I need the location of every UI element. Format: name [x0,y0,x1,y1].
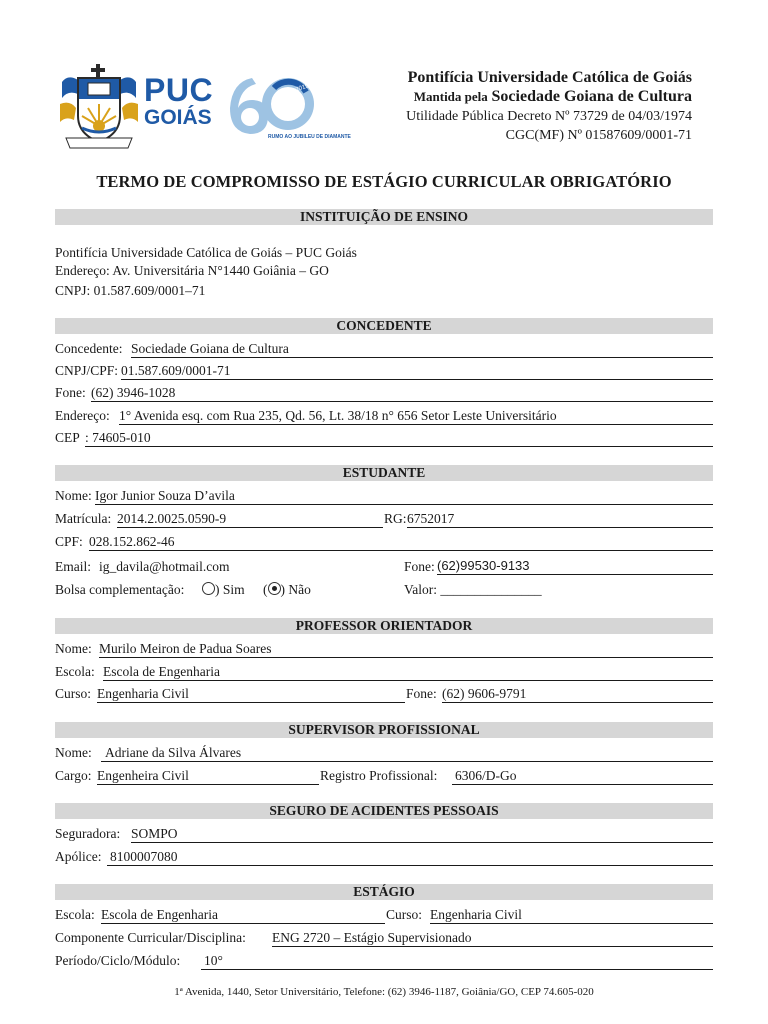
estagio-escola-field[interactable]: Escola de Engenharia [101,907,385,924]
concedente-fone-field[interactable]: (62) 3946-1028 [91,385,713,402]
concedente-label: Concedente: [55,341,123,356]
estudante-rg-label: RG: [384,511,407,526]
document-title: TERMO DE COMPROMISSO DE ESTÁGIO CURRICULAR OBRIGATÓRIO [96,172,672,191]
supervisor-registro-label: Registro Profissional: [320,768,438,783]
instituicao-cnpj: CNPJ: 01.587.609/0001–71 [55,283,206,298]
estudante-nome-label: Nome: [55,488,92,503]
concedente-cep-label: CEP [55,430,80,445]
professor-escola-row [55,663,713,681]
estagio-curso-field[interactable]: Engenharia Civil [430,907,713,924]
header-maintainer-prefix: Mantida pela [413,89,488,104]
estudante-nome-field[interactable]: Igor Junior Souza D’avila [95,488,713,505]
estudante-email-label: Email: [55,559,91,574]
estudante-cpf-label: CPF: [55,534,83,549]
bolsa-sim-radio[interactable] [202,582,215,595]
bolsa-nao-radio[interactable] [268,582,281,595]
professor-escola-field[interactable]: Escola de Engenharia [103,664,713,681]
bolsa-nao-open-paren: ( [263,582,268,597]
professor-fone-field[interactable]: (62) 9606-9791 [442,686,713,703]
professor-nome-label: Nome: [55,641,92,656]
concedente-cep-field[interactable]: : 74605-010 [85,430,713,447]
estagio-periodo-field[interactable]: 10° [201,953,713,970]
concedente-fone-row [55,384,713,402]
concedente-endereco-field[interactable]: 1° Avenida esq. com Rua 235, Qd. 56, Lt. 38/18 n° 656 Setor Leste Universitário [119,408,713,425]
bolsa-sim-label: ) Sim [215,582,245,597]
estudante-matricula-label: Matrícula: [55,511,112,526]
estudante-fone-label: Fone: [404,559,435,574]
estagio-componente-field[interactable]: ENG 2720 – Estágio Supervisionado [272,930,713,947]
section-professor-heading: PROFESSOR ORIENTADOR [55,618,713,634]
jubileu-text: RUMO AO JUBILEU DE DIAMANTE [268,134,351,140]
bolsa-nao-option[interactable] [263,582,311,598]
estagio-escola-row [55,906,713,924]
concedente-cnpj-row [55,362,713,380]
professor-nome-row [55,640,713,658]
supervisor-nome-field[interactable]: Adriane da Silva Álvares [101,745,713,762]
professor-curso-label: Curso: [55,686,92,701]
concedente-field[interactable]: Sociedade Goiana de Cultura [131,341,713,358]
brand-goias: GOIÁS [144,106,212,129]
estagio-componente-row [55,929,713,947]
section-estagio-heading: ESTÁGIO [55,884,713,900]
supervisor-nome-label: Nome: [55,745,92,760]
bolsa-sim-option[interactable] [202,582,245,598]
estagio-periodo-row [55,952,713,970]
professor-curso-row [55,685,713,703]
concedente-endereco-row [55,407,713,425]
seguro-apolice-row [55,848,713,866]
concedente-endereco-label: Endereço: [55,408,110,423]
estagio-periodo-label: Período/Ciclo/Módulo: [55,953,181,968]
header-cgc: CGC(MF) Nº 01587609/0001-71 [505,128,692,143]
section-seguro-heading: SEGURO DE ACIDENTES PESSOAIS [55,803,713,819]
bolsa-nao-label: ) Não [280,582,311,597]
supervisor-cargo-field[interactable]: Engenheira Civil [97,768,319,785]
puc-crest-logo [58,64,140,150]
apolice-field[interactable]: 8100007080 [107,849,713,866]
supervisor-cargo-row [55,767,713,785]
professor-curso-field[interactable]: Engenharia Civil [97,686,405,703]
estudante-email-value[interactable]: ig_davila@hotmail.com [99,559,230,574]
estagio-curso-label: Curso: [386,907,423,922]
instituicao-address: Endereço: Av. Universitária N°1440 Goiânia – GO [55,263,329,278]
estudante-fone-field[interactable]: (62)99530-9133 [437,558,713,575]
institution-header [406,68,692,145]
estudante-nome-row [55,487,713,505]
concedente-row [55,340,713,358]
estudante-valor-label[interactable]: Valor: _______________ [404,582,542,597]
page-footer: 1ª Avenida, 1440, Setor Universitário, Telefone: (62) 3946-1187, Goiânia/GO, CEP 74.605-020 [174,986,594,998]
seguradora-field[interactable]: SOMPO [131,826,713,843]
brand-puc: PUC [144,72,214,108]
concedente-cnpj-label: CNPJ/CPF: [55,363,119,378]
jubileu-60-logo [222,70,351,142]
concedente-cep-row [55,429,713,447]
estagio-componente-label: Componente Curricular/Disciplina: [55,930,246,945]
header-university-name: Pontifícia Universidade Católica de Goiás [407,69,692,86]
section-estudante-heading: ESTUDANTE [55,465,713,481]
estudante-matricula-field[interactable]: 2014.2.0025.0590-9 [117,511,383,528]
estagio-escola-label: Escola: [55,907,95,922]
concedente-cnpj-field[interactable]: 01.587.609/0001-71 [121,363,713,380]
estudante-cpf-row [55,533,713,551]
header-maintainer-name: Sociedade Goiana de Cultura [491,88,692,105]
puc-goias-wordmark [144,74,213,128]
estudante-rg-field[interactable]: 6752017 [407,511,713,528]
section-instituicao-heading: INSTITUIÇÃO DE ENSINO [55,209,713,225]
seguradora-label: Seguradora: [55,826,121,841]
estudante-matricula-row [55,510,713,528]
professor-escola-label: Escola: [55,664,95,679]
apolice-label: Apólice: [55,849,102,864]
instituicao-name: Pontifícia Universidade Católica de Goiás – PUC Goiás [55,245,357,260]
estudante-bolsa-row [55,581,713,599]
header-maintainer [406,87,692,107]
header-decree: Utilidade Pública Decreto Nº 73729 de 04/03/1974 [406,109,692,124]
jubileu-years: 1959 - 2019 [277,83,310,99]
professor-nome-field[interactable]: Murilo Meiron de Padua Soares [99,641,713,658]
concedente-fone-label: Fone: [55,385,86,400]
supervisor-cargo-label: Cargo: [55,768,92,783]
estudante-bolsa-label: Bolsa complementação: [55,582,185,597]
seguro-seguradora-row [55,825,713,843]
supervisor-registro-field[interactable]: 6306/D-Go [452,768,713,785]
section-concedente-heading: CONCEDENTE [55,318,713,334]
supervisor-nome-row [55,744,713,762]
section-supervisor-heading: SUPERVISOR PROFISSIONAL [55,722,713,738]
estudante-cpf-field[interactable]: 028.152.862-46 [89,534,713,551]
estudante-email-row [55,558,713,576]
professor-fone-label: Fone: [406,686,437,701]
